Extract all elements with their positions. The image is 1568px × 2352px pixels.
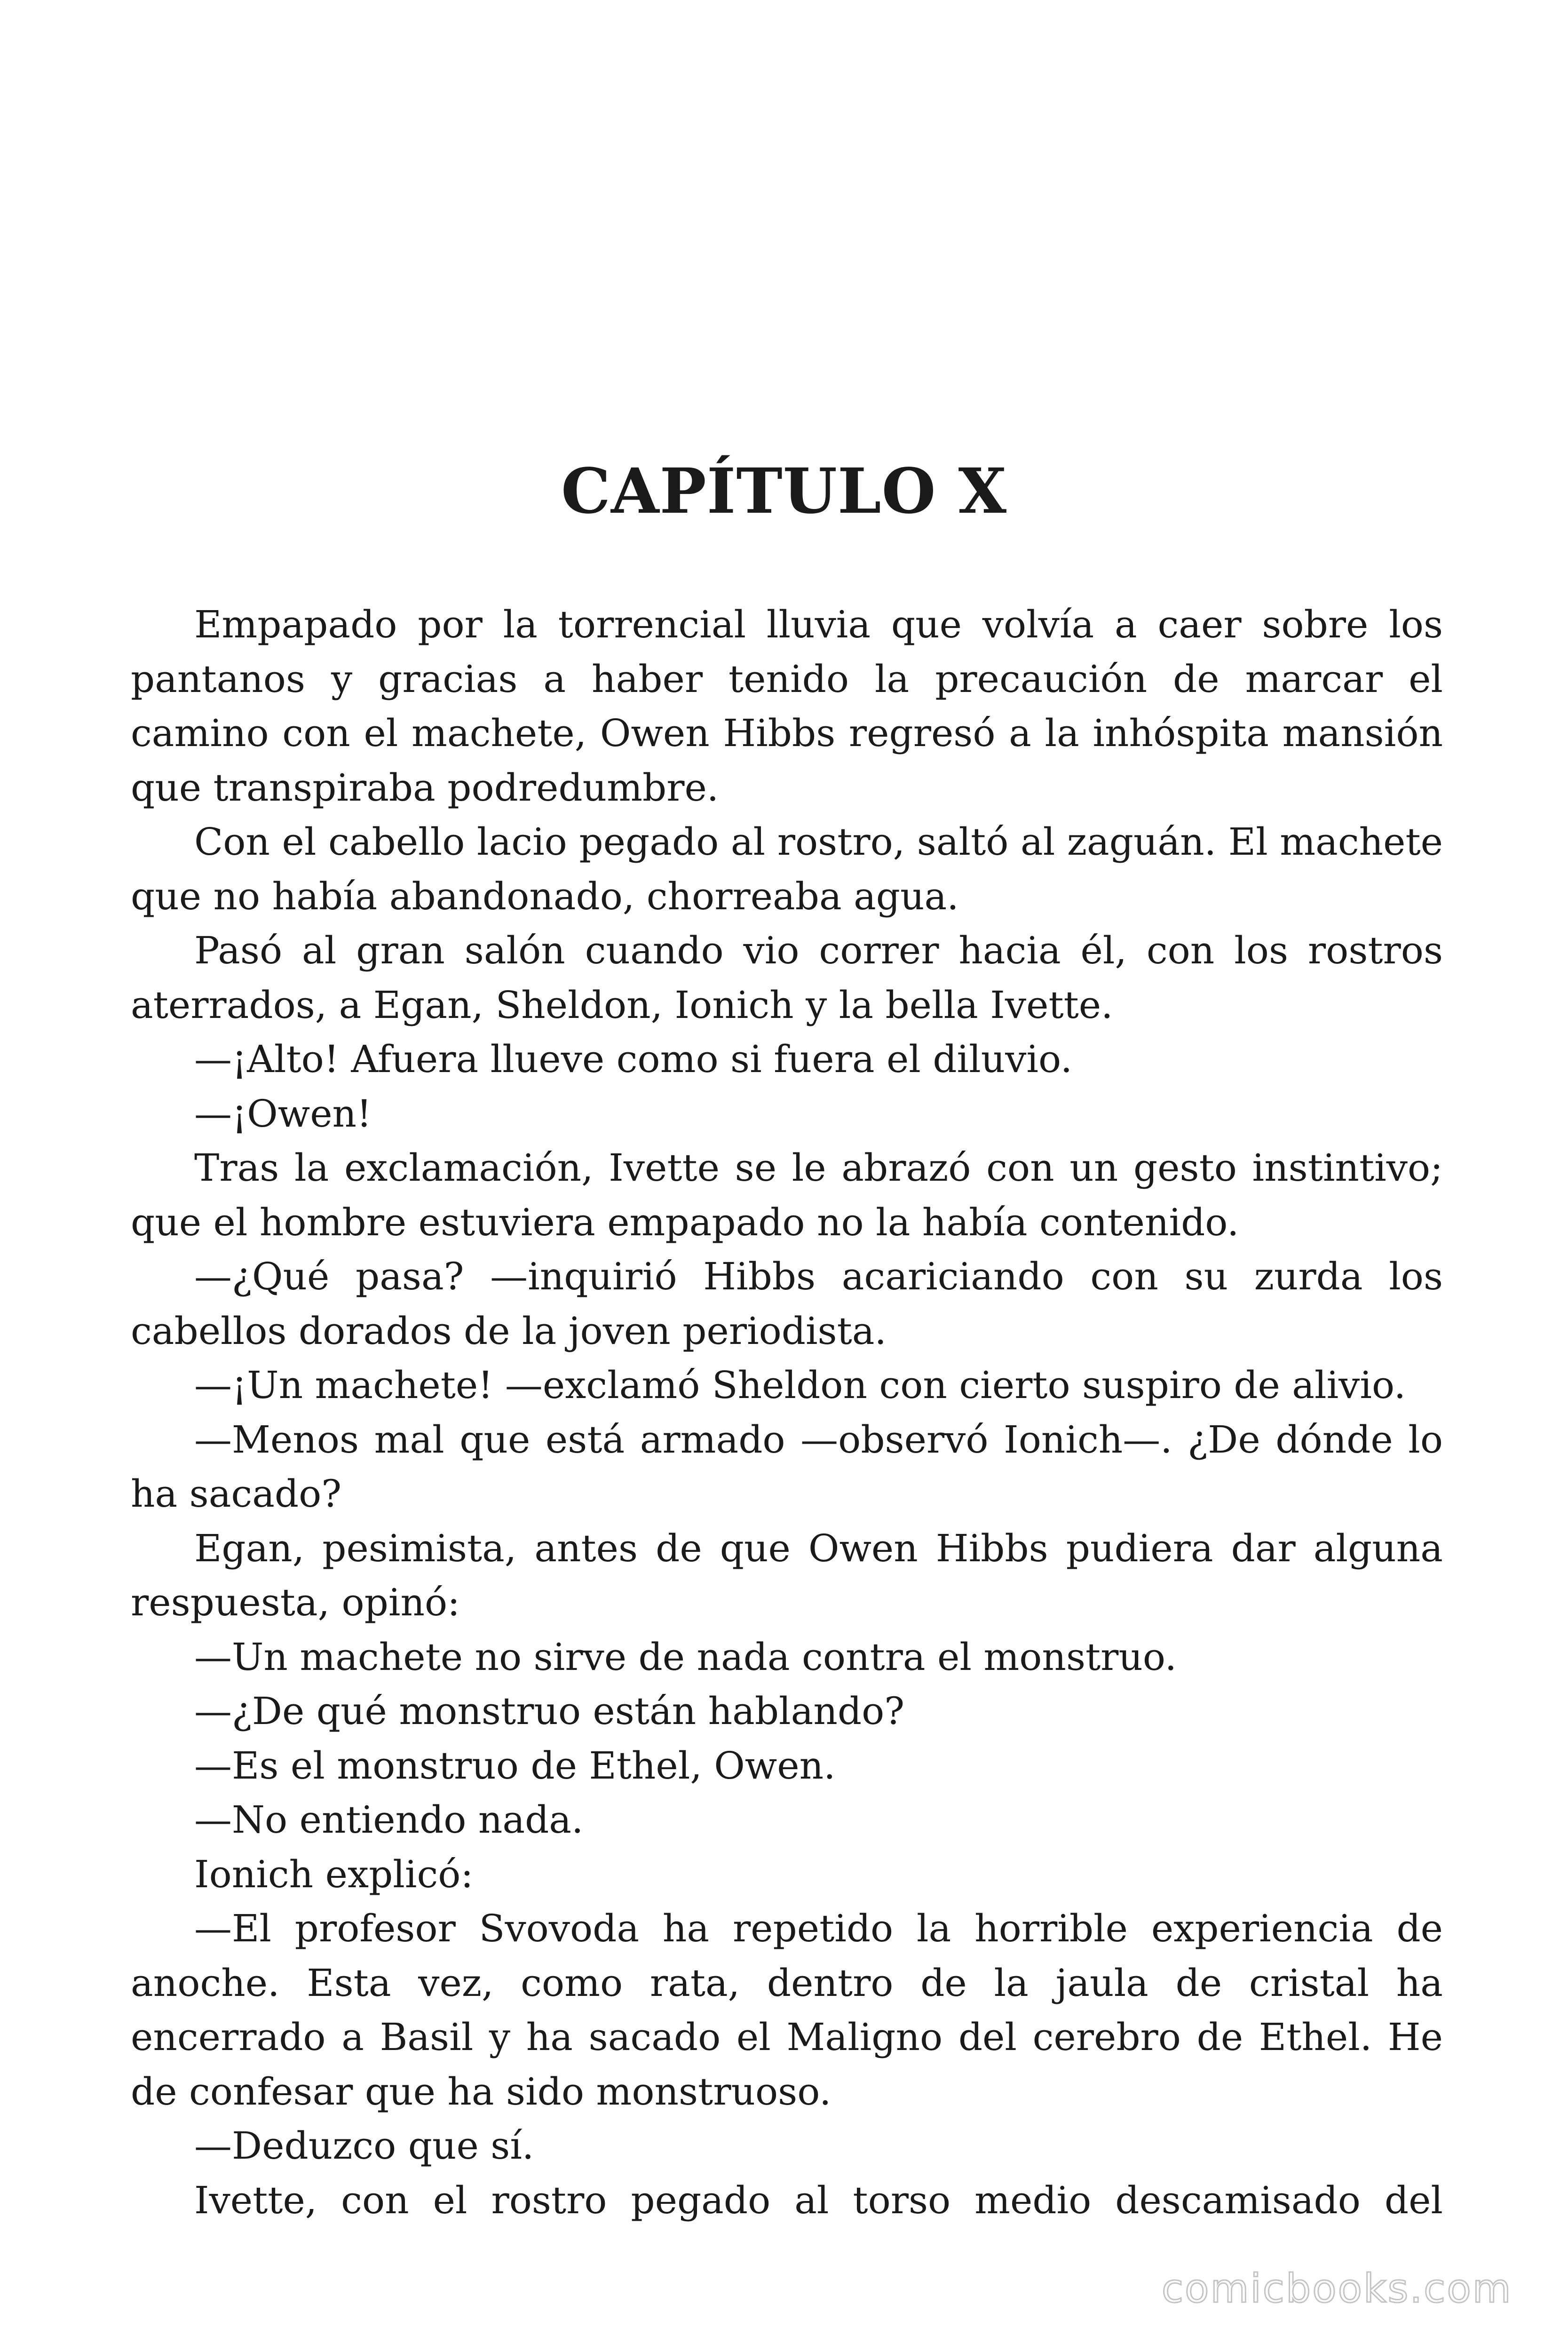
paragraph: Empapado por la torrencial lluvia que volvía a caer sobre los pantanos y gracias a haber tenido la precaución de marcar el camino con el machete, Owen Hibbs regresó a la inhóspita mansión que transpiraba podredumbre. xyxy=(131,603,1443,810)
paragraph: Con el cabello lacio pegado al rostro, saltó al zaguán. El machete que no había abandonado, chorreaba agua. xyxy=(131,820,1443,918)
paragraph: Ivette, con el rostro pegado al torso medio descamisado del xyxy=(194,2178,1443,2222)
paragraph: Tras la exclamación, Ivette se le abrazó con un gesto instintivo; que el hombre estuviera empapado no la había contenido. xyxy=(131,1146,1443,1244)
paragraph: —¡Un machete! —exclamó Sheldon con cierto suspiro de alivio. xyxy=(194,1363,1406,1407)
paragraph: Ionich explicó: xyxy=(194,1852,474,1896)
paragraph: —¡Owen! xyxy=(194,1091,372,1136)
paragraph: —Menos mal que está armado —observó Ionich—. ¿De dónde lo ha sacado? xyxy=(131,1417,1443,1516)
paragraph: —¿De qué monstruo están hablando? xyxy=(194,1689,905,1733)
chapter-title: CAPÍTULO X xyxy=(561,455,1007,528)
paragraph: —Es el monstruo de Ethel, Owen. xyxy=(194,1743,836,1788)
paragraph: —¿Qué pasa? —inquirió Hibbs acariciando con su zurda los cabellos dorados de la joven periodista. xyxy=(131,1255,1443,1353)
paragraph: —¡Alto! Afuera llueve como si fuera el diluvio. xyxy=(194,1037,1073,1081)
chapter-body xyxy=(131,597,1443,2227)
paragraph: —El profesor Svovoda ha repetido la horrible experiencia de anoche. Esta vez, como rata, dentro de la jaula de cristal ha encerrado a Basil y ha sacado el Maligno del cerebro de Ethel. He de confesar que ha sido monstruoso. xyxy=(131,1907,1443,2114)
paragraph: —Deduzco que sí. xyxy=(194,2124,534,2168)
paragraph: —Un machete no sirve de nada contra el monstruo. xyxy=(194,1635,1177,1679)
paragraph: Pasó al gran salón cuando vio correr hacia él, con los rostros aterrados, a Egan, Sheldon, Ionich y la bella Ivette. xyxy=(131,929,1443,1027)
paragraph: Egan, pesimista, antes de que Owen Hibbs pudiera dar alguna respuesta, opinó: xyxy=(131,1526,1443,1624)
paragraph: —No entiendo nada. xyxy=(194,1798,584,1842)
watermark: comicbooks.com xyxy=(1162,2265,1513,2312)
